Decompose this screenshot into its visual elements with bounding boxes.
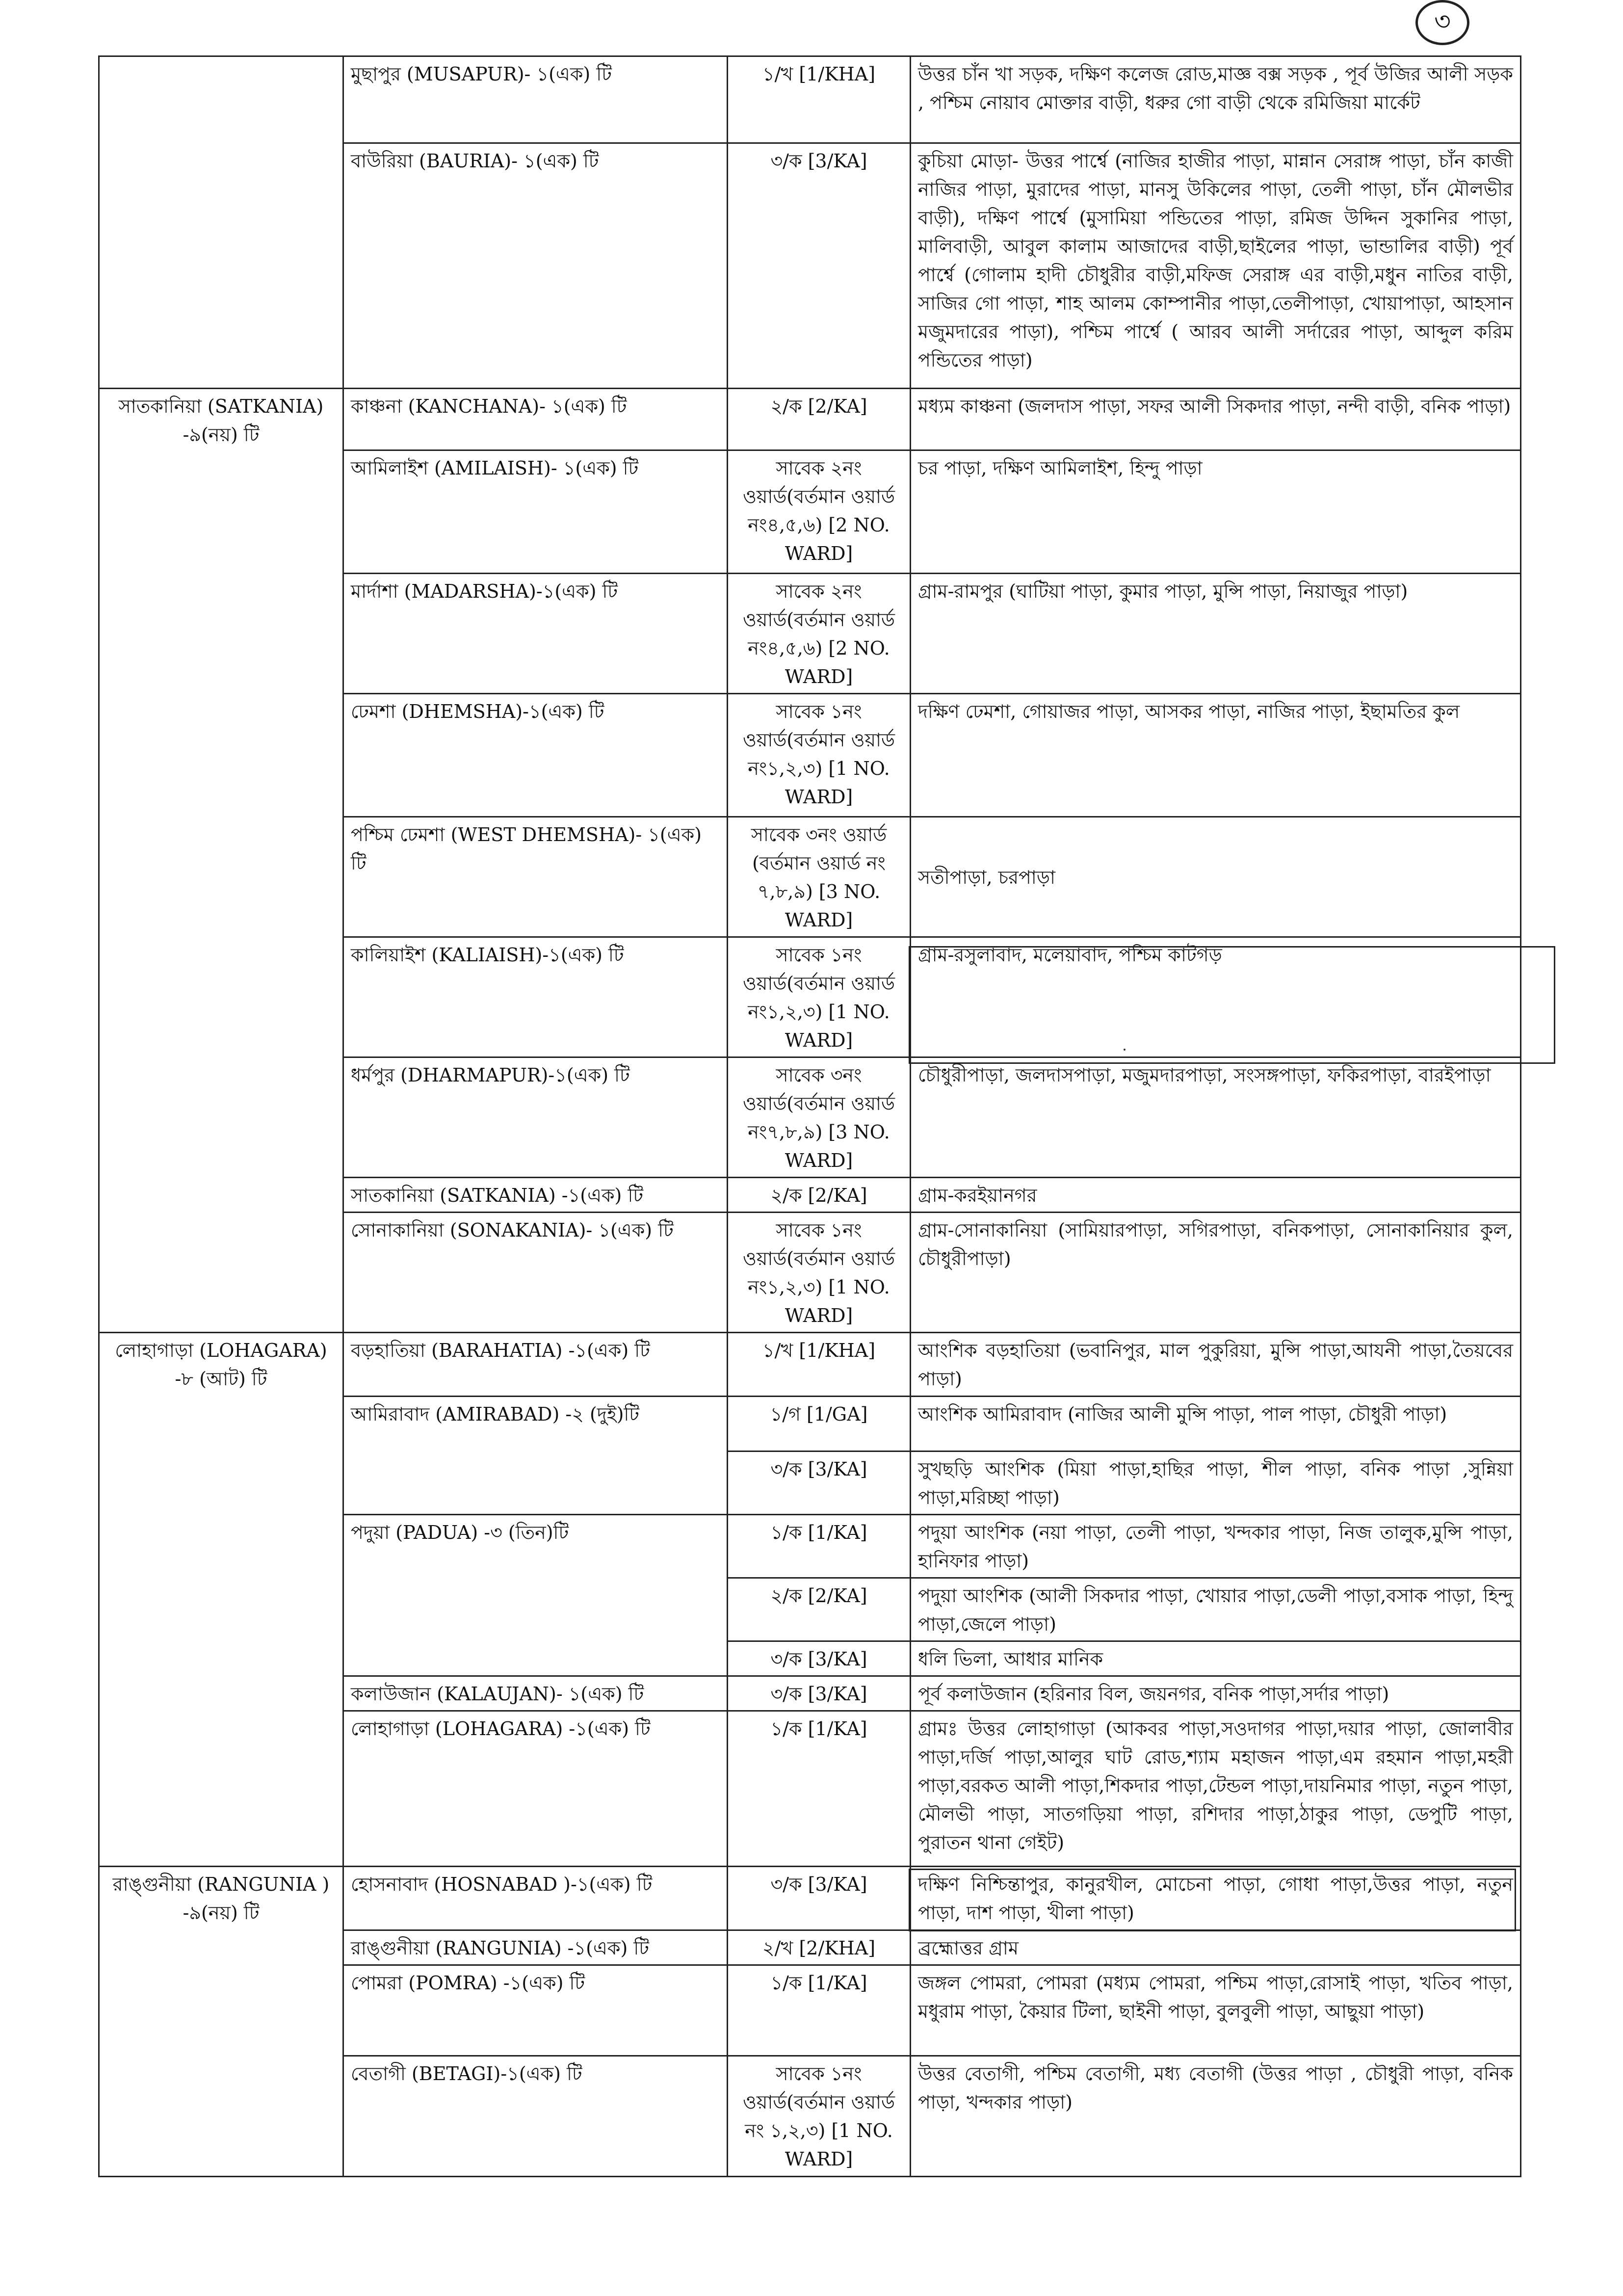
scan-overlay-box (909, 946, 1555, 1064)
area-cell: দক্ষিণ নিশ্চিন্তাপুর, কানুরখীল, মোচেনা পাড়া, গোধা পাড়া,উত্তর পাড়া, নতুন পাড়া, দাশ পাড়া, খীলা পাড়া) (911, 1867, 1521, 1930)
area-cell: কুচিয়া মোড়া- উত্তর পার্শ্বে (নাজির হাজীর পাড়া, মান্নান সেরাঙ্গ পাড়া, চাঁন কাজী নাজির পাড়া, মুরাদের পাড়া, মানসু উকিলের পাড়া, তেলী পাড়া, চাঁন মৌলভীর বাড়ী), দক্ষিণ পার্শ্বে (মুসামিয়া পন্ডিতের পাড়া, রমিজ উদ্দিন সুকানির পাড়া, মালিবাড়ী, আবুল কালাম আজাদের বাড়ী,ছাইলের পাড়া, ভান্ডালির বাড়ী) পূর্ব পার্শ্বে (গোলাম হাদী চৌধুরীর বাড়ী,মফিজ সেরাঙ্গ এর বাড়ী,মধুন নাতির বাড়ী, সাজির গো পাড়া, শাহ আলম কোম্পানীর পাড়া,তেলীপাড়া, খোয়াপাড়া, আহসান মজুমদারের পাড়া), পশ্চিম পার্শ্বে ( আরব আলী সর্দারের পাড়া, আব্দুল করিম পন্ডিতের পাড়া) (911, 143, 1521, 389)
upazila-cell: রাঙ্গুনীয়া (RANGUNIA ) -৯(নয়) টি (99, 1867, 343, 2177)
ward-cell: ২/ক [2/KA] (728, 1578, 911, 1641)
union-cell: বাউরিয়া (BAURIA)- ১(এক) টি (343, 143, 728, 389)
upazila-cell: লোহাগাড়া (LOHAGARA) -৮ (আট) টি (99, 1333, 343, 1867)
scan-overlay-box (909, 1869, 1516, 1931)
table-row (99, 389, 1521, 450)
ward-cell: সাবেক ২নং ওয়ার্ড(বর্তমান ওয়ার্ড নং৪,৫,৬) [2 NO. WARD] (728, 450, 911, 574)
ward-cell: সাবেক ২নং ওয়ার্ড(বর্তমান ওয়ার্ড নং৪,৫,৬) [2 NO. WARD] (728, 574, 911, 694)
area-cell: চৌধুরীপাড়া, জলদাসপাড়া, মজুমদারপাড়া, সংসঙ্গপাড়া, ফকিরপাড়া, বারইপাড়া (911, 1057, 1521, 1178)
ward-cell: ২/খ [2/KHA] (728, 1930, 911, 1965)
area-cell: মধ্যম কাঞ্চনা (জলদাস পাড়া, সফর আলী সিকদার পাড়া, নন্দী বাড়ী, বনিক পাড়া) (911, 389, 1521, 450)
area-cell: গ্রাম-করইয়ানগর (911, 1178, 1521, 1213)
ward-cell: ১/ক [1/KA] (728, 1965, 911, 2056)
union-cell: পোমরা (POMRA) -১(এক) টি (343, 1965, 728, 2056)
area-cell: পদুয়া আংশিক (আলী সিকদার পাড়া, খোয়ার পাড়া,ডেলী পাড়া,বসাক পাড়া, হিন্দু পাড়া,জেলে পাড়া) (911, 1578, 1521, 1641)
area-cell: পদুয়া আংশিক (নয়া পাড়া, তেলী পাড়া, খন্দকার পাড়া, নিজ তালুক,মুন্সি পাড়া, হানিফার পাড়া) (911, 1515, 1521, 1578)
union-cell: ধর্মপুর (DHARMAPUR)-১(এক) টি (343, 1057, 728, 1178)
area-cell: দক্ষিণ ঢেমশা, গোয়াজর পাড়া, আসকর পাড়া, নাজির পাড়া, ইছামতির কুল (911, 694, 1521, 817)
union-cell: মার্দাশা (MADARSHA)-১(এক) টি (343, 574, 728, 694)
union-cell: হোসনাবাদ (HOSNABAD )-১(এক) টি (343, 1867, 728, 1930)
union-cell: ঢেমশা (DHEMSHA)-১(এক) টি (343, 694, 728, 817)
ward-cell: সাবেক ১নং ওয়ার্ড(বর্তমান ওয়ার্ড নং ১,২,৩) [1 NO. WARD] (728, 2056, 911, 2177)
union-cell: পদুয়া (PADUA) -৩ (তিন)টি (343, 1515, 728, 1676)
union-cell: কলাউজান (KALAUJAN)- ১(এক) টি (343, 1676, 728, 1711)
union-cell: সাতকানিয়া (SATKANIA) -১(এক) টি (343, 1178, 728, 1213)
union-cell: মুছাপুর (MUSAPUR)- ১(এক) টি (343, 56, 728, 143)
union-cell: বেতাগী (BETAGI)-১(এক) টি (343, 2056, 728, 2177)
union-cell: কালিয়াইশ (KALIAISH)-১(এক) টি (343, 937, 728, 1057)
ward-cell: সাবেক ৩নং ওয়ার্ড(বর্তমান ওয়ার্ড নং৭,৮,৯) [3 NO. WARD] (728, 1057, 911, 1178)
polling-area-table (98, 55, 1521, 2177)
area-cell: জঙ্গল পোমরা, পোমরা (মধ্যম পোমরা, পশ্চিম পাড়া,রোসাই পাড়া, খতিব পাড়া, মধুরাম পাড়া, কৈয়ার টিলা, ছাইনী পাড়া, বুলবুলী পাড়া, আছুয়া পাড়া) (911, 1965, 1521, 2056)
area-cell: আংশিক আমিরাবাদ (নাজির আলী মুন্সি পাড়া, পাল পাড়া, চৌধুরী পাড়া) (911, 1397, 1521, 1451)
union-cell: সোনাকানিয়া (SONAKANIA)- ১(এক) টি (343, 1213, 728, 1333)
area-cell: ব্রহ্মোত্তর গ্রাম (911, 1930, 1521, 1965)
union-cell: লোহাগাড়া (LOHAGARA) -১(এক) টি (343, 1711, 728, 1867)
area-cell: ধলি ভিলা, আধার মানিক (911, 1641, 1521, 1676)
ward-cell: ১/খ [1/KHA] (728, 1333, 911, 1397)
area-cell: পূর্ব কলাউজান (হরিনার বিল, জয়নগর, বনিক পাড়া,সর্দার পাড়া) (911, 1676, 1521, 1711)
ward-cell: সাবেক ১নং ওয়ার্ড(বর্তমান ওয়ার্ড নং১,২,৩) [1 NO. WARD] (728, 694, 911, 817)
ward-cell: ৩/ক [3/KA] (728, 1451, 911, 1515)
ward-cell: ৩/ক [3/KA] (728, 1676, 911, 1711)
area-cell: উত্তর চাঁন খা সড়ক, দক্ষিণ কলেজ রোড,মাজ্ঞ বক্স সড়ক , পূর্ব উজির আলী সড়ক , পশ্চিম নোয়াব মোক্তার বাড়ী, ধরুর গো বাড়ী থেকে রমিজিয়া মার্কেট (911, 56, 1521, 143)
area-cell: গ্রাম-রামপুর (ঘাটিয়া পাড়া, কুমার পাড়া, মুন্সি পাড়া, নিয়াজুর পাড়া) (911, 574, 1521, 694)
table-row (99, 1333, 1521, 1397)
area-cell: উত্তর বেতাগী, পশ্চিম বেতাগী, মধ্য বেতাগী (উত্তর পাড়া , চৌধুরী পাড়া, বনিক পাড়া, খন্দকার পাড়া) (911, 2056, 1521, 2177)
area-cell: গ্রাম-রসুলাবাদ, মলেয়াবাদ, পশ্চিম কাটগড় (911, 937, 1521, 1057)
ward-cell: ৩/ক [3/KA] (728, 1867, 911, 1930)
union-cell: আমিলাইশ (AMILAISH)- ১(এক) টি (343, 450, 728, 574)
area-cell: গ্রামঃ উত্তর লোহাগাড়া (আকবর পাড়া,সওদাগর পাড়া,দয়ার পাড়া, জোলাবীর পাড়া,দর্জি পাড়া,আলুর ঘাট রোড,শ্যাম মহাজন পাড়া,এম রহমান পাড়া,মহরী পাড়া,বরকত আলী পাড়া,শিকদার পাড়া,টেন্ডল পাড়া,দায়নিমার পাড়া, নতুন পাড়া, মৌলভী পাড়া, সাতগড়িয়া পাড়া, রশিদার পাড়া,ঠাকুর পাড়া, ডেপুটি পাড়া, পুরাতন থানা গেইট) (911, 1711, 1521, 1867)
upazila-cell: সাতকানিয়া (SATKANIA) -৯(নয়) টি (99, 389, 343, 1333)
ward-cell: ১/গ [1/GA] (728, 1397, 911, 1451)
ward-cell: ৩/ক [3/KA] (728, 143, 911, 389)
ward-cell: ২/ক [2/KA] (728, 389, 911, 450)
area-cell: গ্রাম-সোনাকানিয়া (সামিয়ারপাড়া, সগিরপাড়া, বনিকপাড়া, সোনাকানিয়ার কুল, চৌধুরীপাড়া) (911, 1213, 1521, 1333)
table-row (99, 56, 1521, 143)
ward-cell: ১/ক [1/KA] (728, 1515, 911, 1578)
ward-cell: সাবেক ১নং ওয়ার্ড(বর্তমান ওয়ার্ড নং১,২,৩) [1 NO. WARD] (728, 937, 911, 1057)
page-number: ৩ (1415, 0, 1469, 45)
ward-cell: সাবেক ১নং ওয়ার্ড(বর্তমান ওয়ার্ড নং১,২,৩) [1 NO. WARD] (728, 1213, 911, 1333)
ward-cell: ৩/ক [3/KA] (728, 1641, 911, 1676)
union-cell: বড়হাতিয়া (BARAHATIA) -১(এক) টি (343, 1333, 728, 1397)
area-cell: আংশিক বড়হাতিয়া (ভবানিপুর, মাল পুকুরিয়া, মুন্সি পাড়া,আযনী পাড়া,তৈয়বের পাড়া) (911, 1333, 1521, 1397)
union-cell: পশ্চিম ঢেমশা (WEST DHEMSHA)- ১(এক) টি (343, 817, 728, 937)
area-cell: চর পাড়া, দক্ষিণ আমিলাইশ, হিন্দু পাড়া (911, 450, 1521, 574)
upazila-cell (99, 56, 343, 389)
ward-cell: ১/ক [1/KA] (728, 1711, 911, 1867)
ward-cell: ১/খ [1/KHA] (728, 56, 911, 143)
ward-cell: ২/ক [2/KA] (728, 1178, 911, 1213)
union-cell: কাঞ্চনা (KANCHANA)- ১(এক) টি (343, 389, 728, 450)
scan-speck (1124, 1049, 1126, 1051)
area-cell: সতীপাড়া, চরপাড়া (911, 817, 1521, 937)
union-cell: আমিরাবাদ (AMIRABAD) -২ (দুই)টি (343, 1397, 728, 1515)
area-cell: সুখছড়ি আংশিক (মিয়া পাড়া,হাছির পাড়া, শীল পাড়া, বনিক পাড়া ,সুন্নিয়া পাড়া,মরিচ্ছা পাড়া) (911, 1451, 1521, 1515)
union-cell: রাঙ্গুনীয়া (RANGUNIA) -১(এক) টি (343, 1930, 728, 1965)
ward-cell: সাবেক ৩নং ওয়ার্ড (বর্তমান ওয়ার্ড নং ৭,৮,৯) [3 NO. WARD] (728, 817, 911, 937)
